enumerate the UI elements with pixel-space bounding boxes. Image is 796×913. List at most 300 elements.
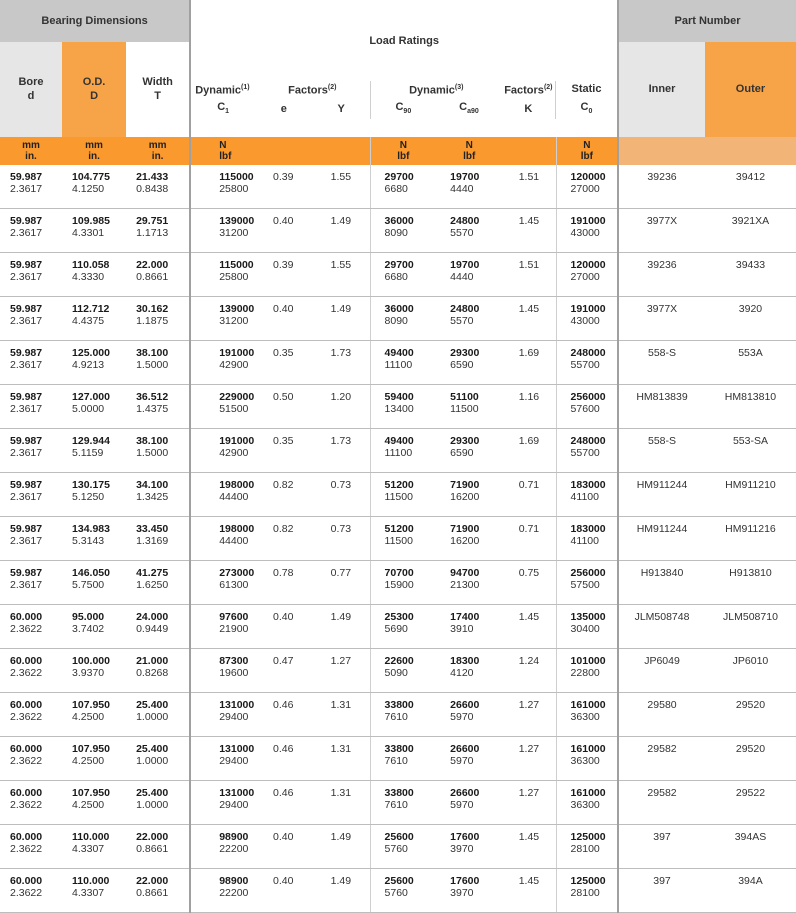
cell-bore-metric: 59.987	[10, 347, 43, 359]
cell-c0	[556, 561, 618, 605]
cell-c90	[370, 781, 436, 825]
cell-c90	[370, 341, 436, 385]
cell-ca90-metric: 51100	[450, 391, 479, 403]
unit-width: mm in.	[126, 137, 190, 165]
cell-ca90	[436, 825, 502, 869]
cell-ca90-metric: 24800	[450, 215, 480, 227]
cell-ca90-imperial: 3910	[450, 623, 474, 635]
cell-c0-metric: 248000	[570, 435, 606, 447]
cell-c1-metric: 139000	[219, 215, 255, 227]
cell-c1	[190, 429, 254, 473]
cell-ca90-imperial: 5970	[450, 799, 474, 811]
cell-bore	[0, 341, 62, 385]
cell-bore	[0, 429, 62, 473]
cell-c90-imperial: 11100	[384, 359, 413, 371]
cell-width-imperial: 1.5000	[136, 447, 169, 459]
cell-k	[502, 693, 556, 737]
cell-c90	[370, 165, 436, 209]
cell-bore	[0, 561, 62, 605]
ca90-label: $C_{a90}$	[459, 100, 479, 115]
unit-e	[254, 137, 312, 165]
cell-c1-metric: 131000	[219, 787, 255, 799]
cell-c90-metric: 33800	[384, 699, 414, 711]
cell-k	[502, 517, 556, 561]
cell-c1-imperial: 25800	[219, 183, 249, 195]
cell-inner-value: 3977X	[646, 215, 678, 227]
cell-c0-metric: 120000	[570, 259, 606, 271]
cell-e	[254, 341, 312, 385]
cell-c90	[370, 473, 436, 517]
table-body	[0, 165, 796, 913]
cell-od-metric: 125.000	[72, 347, 110, 359]
cell-bore-imperial: 2.3622	[10, 843, 43, 855]
cell-y	[312, 209, 370, 253]
cell-c90-imperial: 5760	[384, 887, 408, 899]
cell-c0	[556, 649, 618, 693]
cell-width-imperial: 1.6250	[136, 579, 169, 591]
cell-c90-imperial: 5090	[384, 667, 408, 679]
cell-outer-value: 394A	[738, 875, 763, 887]
cell-ca90-metric: 17600	[450, 875, 480, 887]
cell-outer	[705, 385, 796, 429]
cell-c1-imperial: 29400	[219, 799, 249, 811]
cell-e-value: 0.35	[272, 347, 294, 359]
table-row	[0, 253, 796, 297]
cell-bore-imperial: 2.3622	[10, 799, 43, 811]
cell-y-value: 1.49	[330, 215, 352, 227]
cell-width	[126, 385, 190, 429]
static-label: Static	[571, 83, 602, 96]
cell-width	[126, 165, 190, 209]
cell-ca90-metric: 71900	[450, 523, 480, 535]
cell-width-imperial: 0.8268	[136, 667, 169, 679]
table-row	[0, 869, 796, 913]
bearing-dimensions-header: Bearing Dimensions	[0, 0, 190, 42]
cell-ca90-imperial: 4440	[450, 271, 474, 283]
cell-c0	[556, 209, 618, 253]
cell-c0	[556, 605, 618, 649]
load-ratings-title: Load Ratings	[369, 35, 439, 47]
cell-outer	[705, 297, 796, 341]
cell-c0-metric: 120000	[570, 171, 606, 183]
cell-od	[62, 165, 126, 209]
cell-outer-value: 39412	[735, 171, 766, 183]
cell-outer-value: JP6010	[732, 655, 769, 667]
cell-inner	[618, 165, 705, 209]
cell-bore-metric: 60.000	[10, 875, 43, 887]
cell-width	[126, 561, 190, 605]
table-row	[0, 561, 796, 605]
cell-c0	[556, 385, 618, 429]
cell-width-metric: 41.275	[136, 567, 169, 579]
cell-inner	[618, 429, 705, 473]
cell-bore	[0, 693, 62, 737]
cell-ca90-metric: 17400	[450, 611, 480, 623]
cell-c0-metric: 256000	[570, 567, 606, 579]
cell-inner	[618, 209, 705, 253]
units-row	[0, 137, 796, 165]
cell-inner-value: 3977X	[646, 303, 678, 315]
cell-od-metric: 112.712	[72, 303, 110, 315]
cell-outer-value: 3920	[738, 303, 763, 315]
cell-c1-imperial: 42900	[219, 359, 249, 371]
cell-e	[254, 385, 312, 429]
cell-k	[502, 341, 556, 385]
cell-c1-imperial: 42900	[219, 447, 249, 459]
cell-k	[502, 165, 556, 209]
cell-c1-metric: 98900	[219, 831, 249, 843]
cell-e-value: 0.40	[272, 215, 294, 227]
cell-width	[126, 473, 190, 517]
cell-inner	[618, 737, 705, 781]
cell-od-metric: 107.950	[72, 743, 110, 755]
cell-c1-metric: 98900	[219, 875, 249, 887]
cell-k-value: 1.27	[518, 699, 540, 711]
cell-bore	[0, 473, 62, 517]
cell-c90-metric: 49400	[384, 435, 414, 447]
cell-c0-imperial: 36300	[570, 711, 600, 723]
cell-outer-value: H913810	[729, 567, 772, 579]
cell-e-value: 0.40	[272, 875, 294, 887]
table-row	[0, 737, 796, 781]
cell-y-value: 1.31	[330, 699, 352, 711]
unit-c0: N lbf	[556, 137, 618, 165]
cell-outer-value: HM911216	[725, 523, 776, 535]
cell-inner-value: 397	[653, 875, 671, 887]
cell-c1-metric: 198000	[219, 523, 255, 535]
cell-inner-value: 558-S	[648, 435, 677, 447]
cell-c1	[190, 209, 254, 253]
cell-bore-metric: 60.000	[10, 831, 43, 843]
cell-c0-metric: 101000	[570, 655, 606, 667]
cell-y-value: 0.73	[330, 479, 352, 491]
cell-ca90-imperial: 16200	[450, 491, 480, 503]
cell-inner-value: JP6049	[644, 655, 680, 667]
cell-e-value: 0.50	[272, 391, 294, 403]
cell-bore	[0, 605, 62, 649]
cell-od	[62, 781, 126, 825]
cell-od-metric: 107.950	[72, 699, 110, 711]
cell-od	[62, 737, 126, 781]
cell-bore-imperial: 2.3617	[10, 271, 43, 283]
cell-ca90	[436, 605, 502, 649]
cell-c1	[190, 605, 254, 649]
cell-y	[312, 649, 370, 693]
cell-od	[62, 693, 126, 737]
cell-width-metric: 21.000	[136, 655, 169, 667]
unit-od: mm in.	[62, 137, 126, 165]
cell-c1-imperial: 22200	[219, 887, 249, 899]
cell-c0-imperial: 36300	[570, 799, 600, 811]
cell-c0-metric: 125000	[570, 875, 606, 887]
cell-c0	[556, 253, 618, 297]
cell-bore-metric: 60.000	[10, 611, 43, 623]
cell-bore-imperial: 2.3617	[10, 535, 43, 547]
cell-c1-metric: 198000	[219, 479, 255, 491]
cell-outer	[705, 561, 796, 605]
cell-c1-metric: 131000	[219, 743, 255, 755]
cell-c0	[556, 737, 618, 781]
cell-inner	[618, 869, 705, 913]
cell-od	[62, 517, 126, 561]
cell-y	[312, 517, 370, 561]
cell-c1-imperial: 51500	[219, 403, 249, 415]
cell-ca90-imperial: 4440	[450, 183, 474, 195]
cell-od	[62, 385, 126, 429]
cell-y	[312, 561, 370, 605]
cell-bore-imperial: 2.3617	[10, 491, 43, 503]
cell-c0-metric: 248000	[570, 347, 606, 359]
cell-ca90	[436, 869, 502, 913]
cell-e	[254, 605, 312, 649]
table-row	[0, 693, 796, 737]
cell-od-imperial: 4.3330	[72, 271, 105, 283]
cell-e	[254, 781, 312, 825]
cell-e-value: 0.82	[272, 523, 294, 535]
cell-c1-metric: 273000	[219, 567, 255, 579]
cell-k	[502, 869, 556, 913]
cell-outer	[705, 605, 796, 649]
cell-c90-metric: 29700	[384, 259, 414, 271]
cell-k	[502, 605, 556, 649]
cell-c1-metric: 191000	[219, 435, 255, 447]
cell-width-imperial: 0.8661	[136, 887, 169, 899]
cell-width-metric: 38.100	[136, 435, 169, 447]
od-header: O.D. D	[62, 42, 126, 137]
cell-od-imperial: 3.7402	[72, 623, 105, 635]
table-row	[0, 297, 796, 341]
cell-e	[254, 253, 312, 297]
cell-inner-value: H913840	[640, 567, 684, 579]
e-label: e	[280, 103, 287, 116]
cell-c90-imperial: 11500	[384, 491, 413, 503]
cell-c0	[556, 473, 618, 517]
cell-k	[502, 825, 556, 869]
cell-width-metric: 25.400	[136, 743, 169, 755]
cell-y-value: 1.27	[330, 655, 352, 667]
cell-od-imperial: 4.3307	[72, 887, 105, 899]
cell-ca90	[436, 297, 502, 341]
unit-inner	[618, 137, 705, 165]
cell-bore-imperial: 2.3622	[10, 711, 43, 723]
cell-c0-imperial: 57600	[570, 403, 600, 415]
cell-c1-imperial: 22200	[219, 843, 249, 855]
cell-k-value: 1.16	[518, 391, 540, 403]
cell-bore-metric: 59.987	[10, 523, 43, 535]
cell-e-value: 0.39	[272, 259, 294, 271]
cell-y-value: 1.55	[330, 171, 352, 183]
cell-k	[502, 561, 556, 605]
cell-y	[312, 385, 370, 429]
cell-e	[254, 517, 312, 561]
cell-width-imperial: 1.3425	[136, 491, 169, 503]
cell-c90	[370, 209, 436, 253]
cell-ca90	[436, 385, 502, 429]
cell-ca90-imperial: 21300	[450, 579, 480, 591]
cell-c0	[556, 341, 618, 385]
cell-k-value: 0.75	[518, 567, 540, 579]
cell-width-metric: 25.400	[136, 699, 169, 711]
cell-c1-metric: 97600	[219, 611, 249, 623]
cell-c0-imperial: 27000	[570, 271, 600, 283]
cell-width-metric: 36.512	[136, 391, 169, 403]
cell-c1	[190, 341, 254, 385]
cell-od-imperial: 3.9370	[72, 667, 105, 679]
cell-ca90-metric: 18300	[450, 655, 480, 667]
cell-ca90	[436, 473, 502, 517]
cell-width-imperial: 0.9449	[136, 623, 169, 635]
cell-c90-imperial: 5760	[384, 843, 408, 855]
cell-c0-imperial: 27000	[570, 183, 600, 195]
cell-od	[62, 341, 126, 385]
cell-c0-imperial: 28100	[570, 887, 600, 899]
cell-ca90-imperial: 3970	[450, 843, 474, 855]
cell-width	[126, 605, 190, 649]
dynamic1-label: Dynamic$^{(1)}$	[195, 84, 250, 97]
cell-c1	[190, 165, 254, 209]
cell-y	[312, 429, 370, 473]
cell-c0-imperial: 55700	[570, 359, 600, 371]
cell-width-imperial: 0.8438	[136, 183, 169, 195]
cell-od-metric: 100.000	[72, 655, 110, 667]
cell-od	[62, 297, 126, 341]
table-row	[0, 165, 796, 209]
cell-ca90-metric: 26600	[450, 787, 480, 799]
cell-y-value: 1.49	[330, 611, 352, 623]
cell-k-value: 0.71	[518, 479, 540, 491]
cell-c90-imperial: 13400	[384, 403, 414, 415]
cell-ca90-metric: 71900	[450, 479, 480, 491]
cell-c1-imperial: 44400	[219, 535, 249, 547]
dynamic3-label: Dynamic$^{(3)}$	[409, 84, 464, 97]
cell-width-imperial: 0.8661	[136, 271, 169, 283]
cell-bore	[0, 869, 62, 913]
load-subheader	[191, 81, 617, 119]
cell-bore-metric: 59.987	[10, 391, 43, 403]
cell-outer-value: 3921XA	[731, 215, 770, 227]
cell-c90-metric: 29700	[384, 171, 414, 183]
cell-k-value: 1.51	[518, 171, 540, 183]
cell-c1-imperial: 31200	[219, 315, 249, 327]
cell-bore-metric: 59.987	[10, 171, 43, 183]
cell-c0-metric: 183000	[570, 523, 606, 535]
cell-c90-metric: 49400	[384, 347, 414, 359]
cell-inner	[618, 649, 705, 693]
cell-c0-imperial: 30400	[570, 623, 600, 635]
cell-width	[126, 297, 190, 341]
cell-ca90	[436, 165, 502, 209]
cell-c90-metric: 51200	[384, 479, 414, 491]
cell-width	[126, 341, 190, 385]
cell-c90	[370, 561, 436, 605]
cell-width-metric: 33.450	[136, 523, 169, 535]
cell-c1	[190, 253, 254, 297]
cell-c90-imperial: 7610	[384, 755, 408, 767]
cell-c0-imperial: 36300	[570, 755, 600, 767]
width-header: Width T	[126, 42, 190, 137]
cell-width-imperial: 1.0000	[136, 711, 169, 723]
cell-width-metric: 21.433	[136, 171, 169, 183]
cell-c1-metric: 191000	[219, 347, 255, 359]
cell-outer	[705, 253, 796, 297]
cell-c90	[370, 605, 436, 649]
cell-inner-value: 39236	[647, 259, 677, 271]
cell-c1-imperial: 61300	[219, 579, 249, 591]
cell-k-value: 1.27	[518, 787, 540, 799]
cell-c90	[370, 297, 436, 341]
cell-inner-value: 29582	[647, 787, 677, 799]
cell-bore-metric: 59.987	[10, 435, 43, 447]
cell-ca90-metric: 17600	[450, 831, 480, 843]
table-row	[0, 517, 796, 561]
cell-outer	[705, 649, 796, 693]
cell-c1-imperial: 25800	[219, 271, 249, 283]
cell-ca90	[436, 341, 502, 385]
cell-outer	[705, 737, 796, 781]
unit-ca90: N lbf	[436, 137, 502, 165]
cell-e	[254, 737, 312, 781]
cell-outer	[705, 473, 796, 517]
cell-c0	[556, 517, 618, 561]
cell-bore-imperial: 2.3622	[10, 667, 43, 679]
cell-e	[254, 429, 312, 473]
cell-width-imperial: 1.5000	[136, 359, 169, 371]
cell-outer-value: 29522	[735, 787, 766, 799]
cell-e-value: 0.46	[272, 699, 294, 711]
cell-ca90	[436, 781, 502, 825]
cell-c90	[370, 869, 436, 913]
cell-c90-metric: 59400	[384, 391, 414, 403]
cell-c1	[190, 517, 254, 561]
cell-bore-imperial: 2.3622	[10, 623, 43, 635]
cell-c0	[556, 869, 618, 913]
cell-c90-metric: 25300	[384, 611, 414, 623]
cell-c1-imperial: 19600	[219, 667, 249, 679]
cell-y-value: 1.55	[330, 259, 352, 271]
cell-ca90-metric: 19700	[450, 171, 480, 183]
k-label: K	[502, 98, 555, 119]
cell-k	[502, 649, 556, 693]
cell-width-metric: 22.000	[136, 831, 169, 843]
outer-header: Outer	[705, 42, 796, 137]
cell-bore-metric: 60.000	[10, 743, 43, 755]
unit-outer	[705, 137, 796, 165]
cell-od-imperial: 5.3143	[72, 535, 105, 547]
cell-inner	[618, 517, 705, 561]
cell-c1-metric: 87300	[219, 655, 249, 667]
factors-k-label: Factors$^{(2)}$	[502, 81, 555, 98]
cell-outer	[705, 517, 796, 561]
cell-width-metric: 25.400	[136, 787, 169, 799]
cell-e-value: 0.47	[272, 655, 294, 667]
cell-od-imperial: 4.2500	[72, 799, 105, 811]
cell-ca90-imperial: 5570	[450, 227, 474, 239]
unit-bore: mm in.	[0, 137, 62, 165]
cell-width-metric: 38.100	[136, 347, 169, 359]
cell-outer	[705, 209, 796, 253]
cell-c1	[190, 825, 254, 869]
cell-width	[126, 737, 190, 781]
cell-c1	[190, 649, 254, 693]
cell-y	[312, 869, 370, 913]
cell-width-metric: 30.162	[136, 303, 169, 315]
cell-inner-value: HM813839	[636, 391, 688, 403]
cell-inner-value: 39236	[647, 171, 677, 183]
cell-y-value: 1.20	[330, 391, 352, 403]
cell-width-imperial: 1.3169	[136, 535, 169, 547]
cell-bore	[0, 517, 62, 561]
cell-y	[312, 165, 370, 209]
